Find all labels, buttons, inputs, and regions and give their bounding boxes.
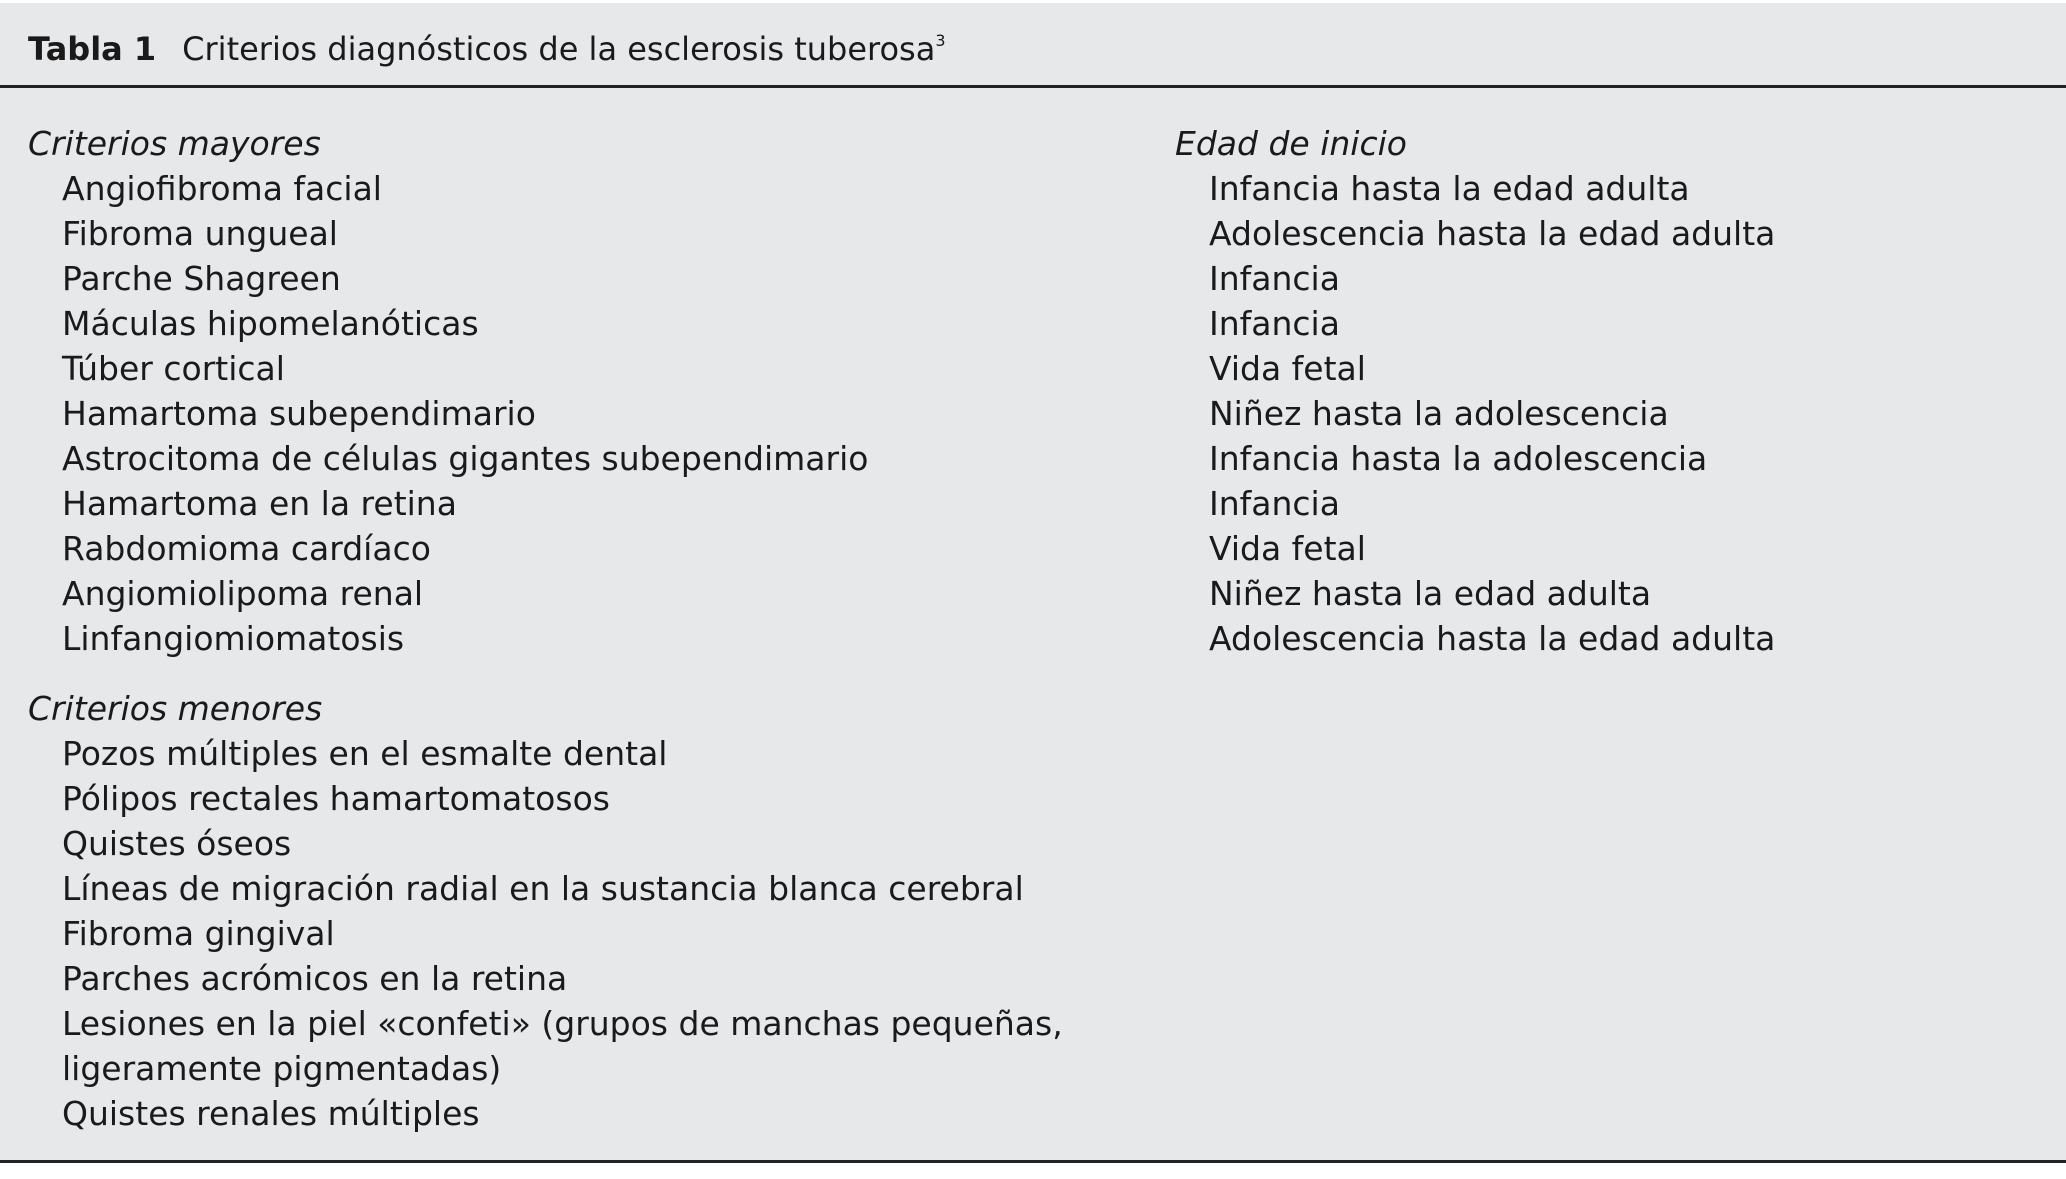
major-criterion: Hamartoma subependimario [62, 394, 536, 433]
minor-criterion: Pólipos rectales hamartomatosos [62, 779, 610, 818]
major-criterion: Astrocitoma de células gigantes subependimario [62, 439, 869, 478]
table-title-text: Criterios diagnósticos de la esclerosis tuberosa [182, 30, 936, 68]
onset-age: Niñez hasta la edad adulta [1209, 574, 1652, 613]
onset-age: Infancia hasta la edad adulta [1209, 169, 1690, 208]
major-criterion: Linfangiomiomatosis [62, 619, 405, 658]
bottom-rule [0, 1160, 2066, 1163]
onset-age: Adolescencia hasta la edad adulta [1209, 619, 1776, 658]
onset-column [1175, 121, 1775, 661]
onset-age: Infancia hasta la adolescencia [1209, 439, 1708, 478]
onset-age: Infancia [1209, 484, 1340, 523]
table-panel [0, 3, 2066, 1163]
onset-age: Niñez hasta la adolescencia [1209, 394, 1669, 433]
minor-criterion: Quistes óseos [62, 824, 292, 863]
onset-age: Adolescencia hasta la edad adulta [1209, 214, 1776, 253]
minor-criterion: Fibroma gingival [62, 914, 335, 953]
onset-age: Vida fetal [1209, 349, 1366, 388]
top-rule [0, 85, 2066, 88]
major-criterion: Parche Shagreen [62, 259, 341, 298]
major-criterion: Túber cortical [62, 349, 285, 388]
minor-criterion: Lesiones en la piel «confeti» (grupos de manchas pequeñas, [62, 1004, 1063, 1043]
onset-heading: Edad de inicio [1175, 124, 1407, 163]
major-criterion: Fibroma ungueal [62, 214, 338, 253]
major-criterion: Rabdomioma cardíaco [62, 529, 431, 568]
table-label: Tabla 1 [28, 30, 157, 68]
major-criterion: Máculas hipomelanóticas [62, 304, 479, 343]
major-criterion: Angiomiolipoma renal [62, 574, 424, 613]
table-caption [28, 21, 946, 69]
reference-superscript: 3 [935, 31, 946, 50]
minor-criteria-heading: Criterios menores [28, 689, 323, 728]
major-criteria-heading: Criterios mayores [28, 124, 321, 163]
minor-criterion: Quistes renales múltiples [62, 1094, 480, 1133]
onset-age: Infancia [1209, 304, 1340, 343]
minor-criterion: Líneas de migración radial en la sustancia blanca cerebral [62, 869, 1024, 908]
criteria-column [28, 121, 1063, 1136]
onset-age: Vida fetal [1209, 529, 1366, 568]
minor-criterion-continuation: ligeramente pigmentadas) [62, 1049, 502, 1088]
minor-criterion: Pozos múltiples en el esmalte dental [62, 734, 668, 773]
major-criterion: Angiofibroma facial [62, 169, 382, 208]
table-title [182, 30, 945, 68]
major-criterion: Hamartoma en la retina [62, 484, 457, 523]
minor-criterion: Parches acrómicos en la retina [62, 959, 568, 998]
section-gap [28, 661, 1063, 686]
onset-age: Infancia [1209, 259, 1340, 298]
